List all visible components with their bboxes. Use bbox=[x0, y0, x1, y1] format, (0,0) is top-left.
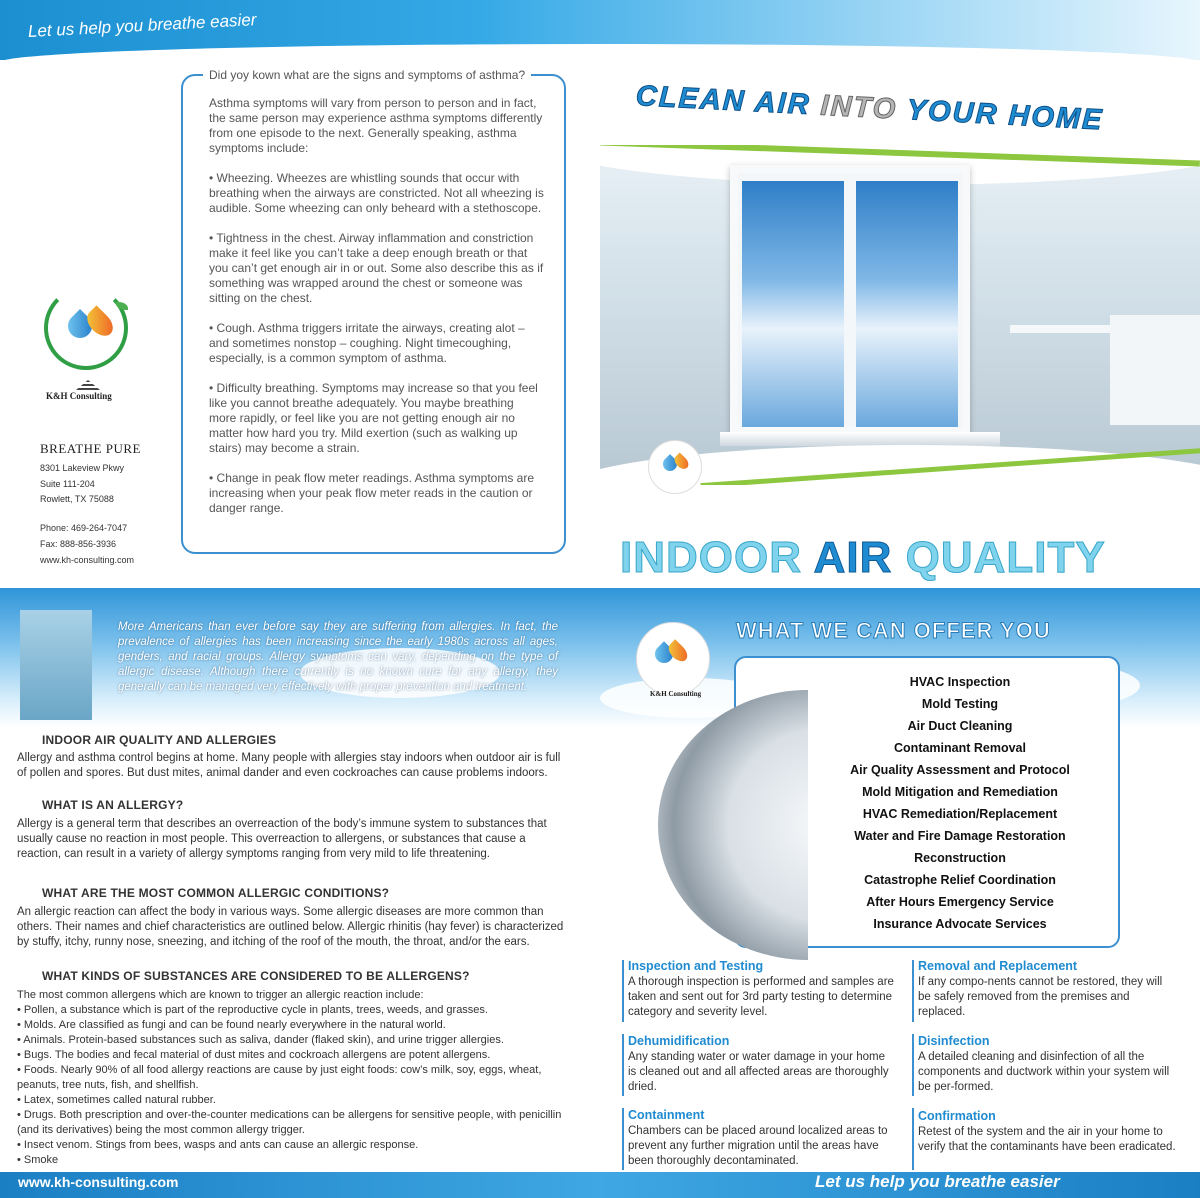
service-title: Containment bbox=[628, 1108, 705, 1122]
asthma-box-title: Did yoy kown what are the signs and symptoms of asthma? bbox=[203, 68, 531, 82]
list-item: • Drugs. Both prescription and over-the-counter medications can be allergens for sensitive people, with penicillin (and its derivatives) being the most common allergy trigger. bbox=[17, 1109, 562, 1136]
top-banner bbox=[0, 0, 1200, 60]
list-item: • Smoke bbox=[17, 1154, 59, 1166]
service-title: Disinfection bbox=[918, 1034, 990, 1048]
banner-swoosh bbox=[0, 44, 1200, 66]
list-item: • Latex, sometimes called natural rubber. bbox=[17, 1094, 216, 1106]
asthma-paragraph: • Wheezing. Wheezes are whistling sounds that occur with breathing when the airways are constricted. Not all wheezing is audible. Some wheezing can only beheard with a stethoscope. bbox=[209, 171, 544, 215]
indoor-air-quality-title bbox=[620, 533, 1106, 583]
window-sill bbox=[720, 432, 1000, 446]
footer-website-link[interactable]: www.kh-consulting.com bbox=[18, 1174, 179, 1190]
service-text: A detailed cleaning and disinfection of all the components and ductwork within your system will be per-formed. bbox=[918, 1051, 1170, 1093]
section-text-common: An allergic reaction can affect the body in various ways. Some allergic diseases are more common than others. Their names and chief characteristics are outlined below. Allergic rhinitis (hay fever) is characterized by stuffy, itchy, runny nose, sneezing, and itching of the roof of the mouth, the throat, and/or the ears. bbox=[17, 906, 564, 948]
service-divider bbox=[622, 960, 624, 1022]
service-text: A thorough inspection is performed and samples are taken and sent out for 3rd party testing to determine category and severity level. bbox=[628, 976, 894, 1018]
section-heading-common: WHAT ARE THE MOST COMMON ALLERGIC CONDITIONS? bbox=[42, 886, 390, 900]
fax: Fax: 888-856-3936 bbox=[40, 539, 117, 549]
brand-name: BREATHE PURE bbox=[40, 441, 141, 456]
offer-item: Mold Testing bbox=[921, 697, 999, 711]
list-item: • Insect venom. Stings from bees, wasps and ants can cause an allergic response. bbox=[17, 1139, 419, 1151]
offer-title: WHAT WE CAN OFFER YOU bbox=[736, 618, 1051, 643]
hero-logo bbox=[648, 440, 702, 494]
offer-item: Catastrophe Relief Coordination bbox=[864, 873, 1056, 887]
service-text: If any compo-nents cannot be restored, they will be safely removed from the premises and replaced. bbox=[918, 976, 1163, 1018]
asthma-body bbox=[209, 96, 544, 531]
list-item: • Foods. Nearly 90% of all food allergy reactions are cause by just eight foods: cow’s milk, soy, eggs, wheat, peanuts, tree nuts, fish, and shellfish. bbox=[17, 1064, 542, 1091]
service-title: Dehumidification bbox=[628, 1034, 730, 1048]
phone: Phone: 469-264-7047 bbox=[40, 523, 128, 533]
service-divider bbox=[622, 1108, 624, 1170]
service-divider bbox=[622, 1034, 624, 1096]
list-item: • Bugs. The bodies and fecal material of dust mites and cockroach allergens are potent allergens. bbox=[17, 1049, 491, 1061]
headline-into: INTO bbox=[819, 89, 908, 127]
service-text: Any standing water or water damage in your home is cleaned out and all affected areas are thoroughly dried. bbox=[628, 1051, 889, 1093]
title-air: AIR bbox=[813, 533, 906, 582]
top-slogan: Let us help you breathe easier bbox=[27, 10, 257, 41]
service-title: Inspection and Testing bbox=[628, 959, 764, 973]
company-logo bbox=[40, 282, 132, 374]
offer-item: Air Quality Assessment and Protocol bbox=[850, 763, 1070, 777]
section-text-iaq: Allergy and asthma control begins at home. Many people with allergies stay indoors when outdoor air is full of pollen and spores. But dust mites, animal dander and even cockroaches can cause problems indoors. bbox=[17, 752, 561, 779]
service-text: Chambers can be placed around localized areas to prevent any further migration until the areas have been thoroughly decontaminated. bbox=[628, 1125, 888, 1167]
window-pane-left bbox=[742, 181, 844, 427]
logo-building-icon bbox=[76, 380, 100, 390]
offer-item: Water and Fire Damage Restoration bbox=[854, 829, 1066, 843]
logo-text: K&H Consulting bbox=[46, 391, 112, 401]
service-divider bbox=[912, 1108, 914, 1170]
window-hero-image bbox=[600, 145, 1200, 485]
address-line-1: 8301 Lakeview Pkwy bbox=[40, 463, 125, 473]
footer-slogan: Let us help you breathe easier bbox=[815, 1172, 1060, 1191]
substances-intro: The most common allergens which are known to trigger an allergic reaction include: bbox=[17, 989, 424, 1001]
face-image bbox=[20, 610, 92, 720]
offer-logo-text: K&H Consulting bbox=[650, 690, 702, 698]
offer-item: Mold Mitigation and Remediation bbox=[862, 785, 1058, 799]
title-quality: QUALITY bbox=[905, 533, 1106, 582]
section-heading-iaq: INDOOR AIR QUALITY AND ALLERGIES bbox=[42, 733, 277, 747]
offer-item: After Hours Emergency Service bbox=[866, 895, 1054, 909]
list-item: • Pollen, a substance which is part of the reproductive cycle in plants, trees, weeds, and grasses. bbox=[17, 1004, 488, 1016]
counter-shape bbox=[1110, 315, 1200, 425]
asthma-paragraph: • Cough. Asthma triggers irritate the airways, creating alot – and sometimes nonstop – coughing. Night timecoughing, especially, is a common symptom of asthma. bbox=[209, 321, 525, 365]
section-text-allergy: Allergy is a general term that describes an overreaction of the body’s immune system to substances that usually cause no reaction in most people. This overreaction to allergens, or substances that cause a reaction, can result in a variety of allergy symptoms ranging from very mild to life threatening. bbox=[17, 818, 547, 860]
section-heading-substances: WHAT KINDS OF SUBSTANCES ARE CONSIDERED TO BE ALLERGENS? bbox=[42, 969, 470, 983]
section-heading-allergy: WHAT IS AN ALLERGY? bbox=[42, 798, 184, 812]
list-item: • Animals. Protein-based substances such as saliva, dander (flaked skin), and urine trigger allergies. bbox=[17, 1034, 504, 1046]
asthma-paragraph: • Change in peak flow meter readings. Asthma symptoms are increasing when your peak flow meter reads in the caution or danger range. bbox=[209, 471, 535, 515]
asthma-info-box bbox=[181, 68, 566, 554]
address-line-3: Rowlett, TX 75088 bbox=[40, 494, 114, 504]
asthma-paragraph: • Difficulty breathing. Symptoms may increase so that you feel like you cannot breathe adequately. You maybe breathing more rapidly, or feel like you are not getting enough air no matter how hard you try. Mild exertion (such as walking up stairs) may become a strain. bbox=[209, 381, 538, 455]
offer-item: Contaminant Removal bbox=[894, 741, 1026, 755]
title-indoor: INDOOR bbox=[620, 533, 814, 582]
website[interactable]: www.kh-consulting.com bbox=[40, 555, 135, 565]
address-line-2: Suite 111-204 bbox=[40, 479, 95, 489]
offer-item: HVAC Inspection bbox=[909, 675, 1011, 689]
service-text: Retest of the system and the air in your home to verify that the contaminants have been eradicated. bbox=[918, 1126, 1176, 1153]
service-divider bbox=[912, 1034, 914, 1096]
headline-your-home: YOUR HOME bbox=[905, 94, 1105, 137]
offer-item: Insurance Advocate Services bbox=[873, 917, 1047, 931]
service-divider bbox=[912, 960, 914, 1022]
open-window bbox=[730, 165, 970, 435]
headline-clean-air: CLEAN AIR bbox=[635, 80, 822, 122]
offer-item: Air Duct Cleaning bbox=[907, 719, 1013, 733]
service-title: Confirmation bbox=[918, 1109, 996, 1123]
offer-item: HVAC Remediation/Replacement bbox=[862, 807, 1058, 821]
asthma-paragraph: • Tightness in the chest. Airway inflammation and constriction make it feel like you can’t take a deep enough breath or that you can’t get enough air in or out. Some also describe this as if something was wrapped around the chest or someone was sitting on the chest. bbox=[209, 231, 544, 305]
list-item: • Molds. Are classified as fungi and can be found nearly everywhere in the natural world. bbox=[17, 1019, 446, 1031]
allergy-intro-text: More Americans than ever before say they are suffering from allergies. In fact, the prevalence of allergies has been increasing since the early 1980s across all ages, genders, and racial groups. Allergy symptoms can vary, depending on the type of allergic disease. Although there currently is no known cure for any allergy, they generally can be managed very effectively with proper prevention and treatment. bbox=[118, 621, 558, 693]
offer-item: Reconstruction bbox=[914, 851, 1006, 865]
asthma-paragraph: Asthma symptoms will vary from person to person and in fact, the same person may experience asthma symptoms differently from one episode to the next. Generally speaking, asthma symptoms include: bbox=[209, 96, 543, 155]
service-title: Removal and Replacement bbox=[918, 959, 1078, 973]
clean-air-headline bbox=[635, 80, 1104, 137]
offer-logo bbox=[636, 622, 710, 696]
window-pane-right bbox=[856, 181, 958, 427]
